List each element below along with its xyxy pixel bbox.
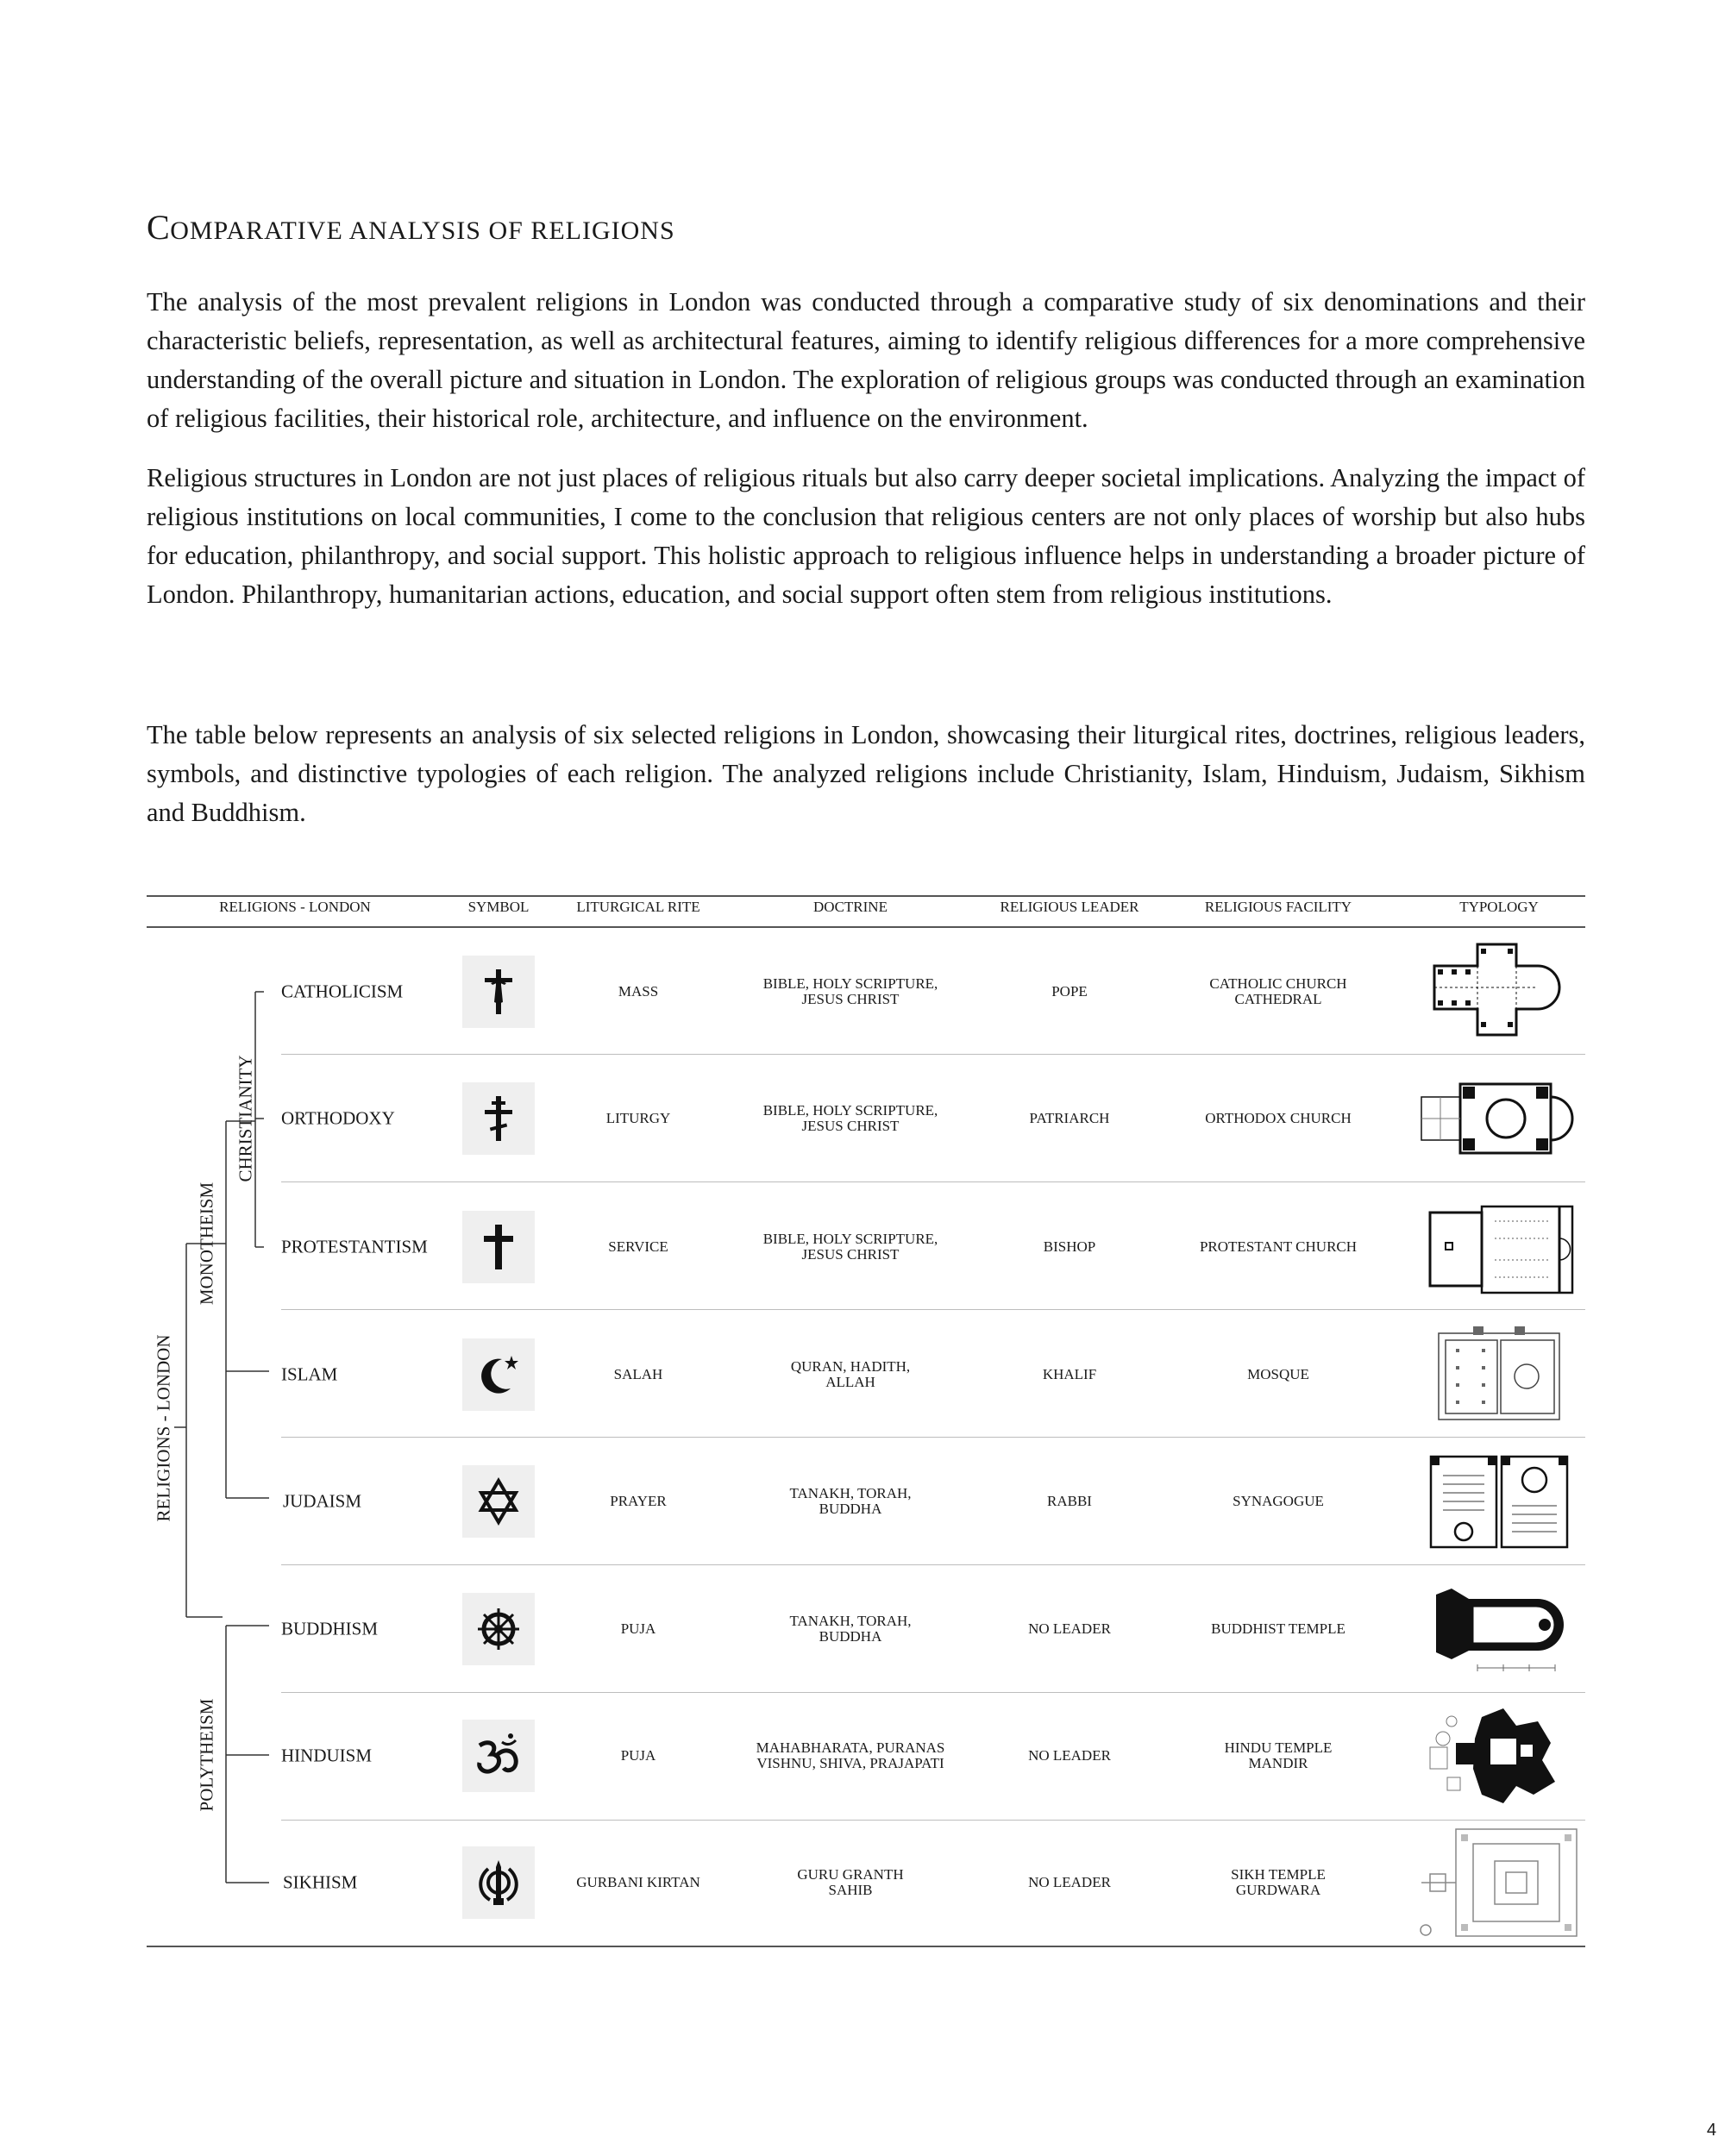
religious-leader: BISHOP: [1043, 1238, 1096, 1255]
orthodox-church-plan-icon: [1413, 1071, 1585, 1166]
hindu-temple-plan-icon: [1421, 1700, 1577, 1812]
religion-name: SIKHISM: [283, 1871, 358, 1893]
row-divider: [281, 1564, 1585, 1565]
liturgical-rite: SERVICE: [608, 1238, 668, 1255]
doctrine: TANAKH, TORAH, BUDDHA: [789, 1485, 912, 1517]
mosque-plan-icon: [1430, 1323, 1568, 1426]
header-liturgical-rite: LITURGICAL RITE: [576, 899, 700, 915]
row-divider: [281, 1309, 1585, 1310]
religious-leader: NO LEADER: [1028, 1620, 1111, 1637]
religious-leader: PATRIARCH: [1029, 1110, 1110, 1126]
doctrine: MAHABHARATA, PURANAS VISHNU, SHIVA, PRAJAPATI: [756, 1739, 945, 1771]
liturgical-rite: PUJA: [620, 1747, 656, 1764]
liturgical-rite: SALAH: [613, 1366, 663, 1382]
latin-cross-icon: [462, 1211, 535, 1283]
row-divider: [281, 1054, 1585, 1055]
religious-facility: PROTESTANT CHURCH: [1199, 1238, 1358, 1255]
religion-name: HINDUISM: [281, 1745, 372, 1766]
religion-name: ORTHODOXY: [281, 1107, 395, 1129]
crescent-star-icon: [462, 1338, 535, 1411]
doctrine: TANAKH, TORAH, BUDDHA: [789, 1613, 912, 1645]
religious-facility: ORTHODOX CHURCH: [1205, 1110, 1352, 1126]
religious-leader: NO LEADER: [1028, 1874, 1111, 1890]
row-divider: [281, 1181, 1585, 1182]
doctrine: QURAN, HADITH, ALLAH: [790, 1358, 911, 1390]
religious-facility: SYNAGOGUE: [1233, 1493, 1324, 1509]
religion-name: JUDAISM: [283, 1490, 362, 1512]
religious-facility: SIKH TEMPLE GURDWARA: [1231, 1866, 1326, 1898]
orthodox-cross-icon: [462, 1082, 535, 1155]
buddhist-temple-plan-icon: [1426, 1582, 1572, 1677]
header-typology: TYPOLOGY: [1459, 899, 1539, 915]
liturgical-rite: MASS: [618, 983, 659, 1000]
religion-name: ISLAM: [281, 1363, 338, 1385]
table-intro-paragraph: The table below represents an analysis of six selected religions in London, showcasing their liturgical rites, doctrines, religious leaders, symbols, and distinctive typologies of each religion. The analyzed religions include Christianity, Islam, Hinduism, Judaism, Sikhism and Buddhism.: [147, 720, 1585, 827]
row-divider: [281, 1820, 1585, 1821]
header-doctrine: DOCTRINE: [813, 899, 888, 915]
header-religious-leader: RELIGIOUS LEADER: [1000, 899, 1139, 915]
sikh-temple-plan-icon: [1413, 1822, 1585, 1943]
liturgical-rite: PRAYER: [610, 1493, 667, 1509]
tree-label-christianity: CHRISTIANITY: [235, 1055, 256, 1182]
synagogue-plan-icon: [1426, 1450, 1572, 1553]
doctrine: BIBLE, HOLY SCRIPTURE, JESUS CHRIST: [762, 1231, 938, 1263]
om-icon: [462, 1720, 535, 1792]
religious-facility: CATHOLIC CHURCH CATHEDRAL: [1209, 975, 1347, 1007]
religion-name: BUDDHISM: [281, 1618, 379, 1639]
row-divider: [281, 1437, 1585, 1438]
liturgical-rite: GURBANI KIRTAN: [576, 1874, 700, 1890]
star-of-david-icon: [462, 1465, 535, 1538]
header-religions: RELIGIONS - LONDON: [219, 899, 371, 915]
religion-name: PROTESTANTISM: [281, 1236, 428, 1257]
doctrine: BIBLE, HOLY SCRIPTURE, JESUS CHRIST: [762, 1102, 938, 1134]
religious-facility: MOSQUE: [1247, 1366, 1309, 1382]
header-symbol: SYMBOL: [467, 899, 530, 915]
row-divider: [281, 1692, 1585, 1693]
tree-label-root: RELIGIONS - LONDON: [153, 1334, 174, 1522]
protestant-church-plan-icon: [1421, 1200, 1577, 1294]
doctrine: GURU GRANTH SAHIB: [797, 1866, 904, 1898]
liturgical-rite: LITURGY: [605, 1110, 671, 1126]
dharma-wheel-icon: [462, 1593, 535, 1665]
header-religious-facility: RELIGIOUS FACILITY: [1204, 899, 1352, 915]
page-title: COMPARATIVE ANALYSIS OF RELIGIONS: [147, 208, 675, 247]
religious-leader: KHALIF: [1042, 1366, 1097, 1382]
cathedral-plan-icon: [1426, 940, 1572, 1044]
crucifix-icon: [462, 956, 535, 1028]
doctrine: BIBLE, HOLY SCRIPTURE, JESUS CHRIST: [762, 975, 938, 1007]
religious-facility: HINDU TEMPLE MANDIR: [1224, 1739, 1333, 1771]
intro-paragraph: The analysis of the most prevalent religions in London was conducted through a comparative study of six denominations and their characteristic beliefs, representation, as well as architectural features, aiming to identify religious differences for a more comprehensive understanding of the overall picture and situation in London. The exploration of religious groups was conducted through an examination of religious facilities, their historical role, architecture, and influence on the environment.: [147, 287, 1585, 433]
page-number: 4: [1706, 2121, 1716, 2140]
khanda-icon: [462, 1846, 535, 1919]
body-paragraph: Religious structures in London are not just places of religious rituals but also carry deeper societal implications. Analyzing the impact of religious institutions on local communities, I come to the conclusion that religious centers are not only places of worship but also hubs for education, philanthropy, and social support. This holistic approach to religious influence helps in understanding a broader picture of London. Philanthropy, humanitarian actions, education, and social support often stem from religious institutions.: [147, 463, 1585, 609]
religious-facility: BUDDHIST TEMPLE: [1211, 1620, 1346, 1637]
religious-leader: POPE: [1051, 983, 1088, 1000]
liturgical-rite: PUJA: [620, 1620, 656, 1637]
religious-leader: RABBI: [1047, 1493, 1092, 1509]
religious-leader: NO LEADER: [1028, 1747, 1111, 1764]
tree-label-polytheism: POLYTHEISM: [196, 1698, 217, 1812]
religion-name: CATHOLICISM: [281, 981, 404, 1002]
tree-label-monotheism: MONOTHEISM: [196, 1181, 217, 1306]
